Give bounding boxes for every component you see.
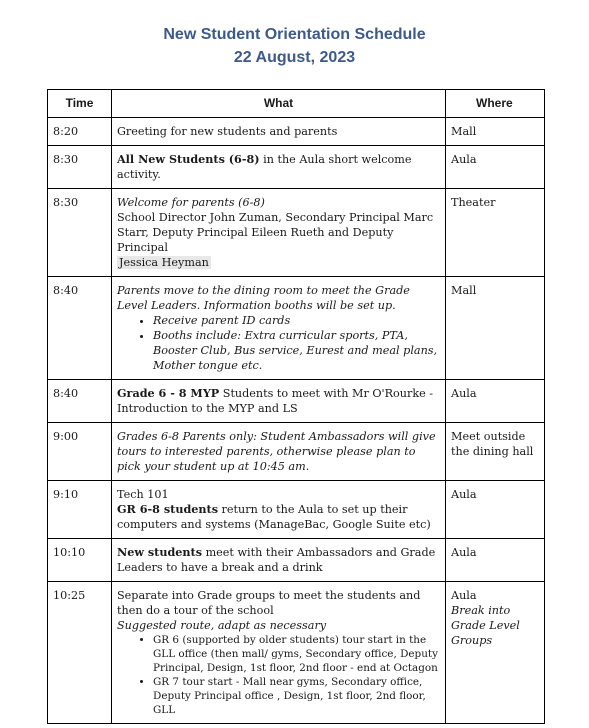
time-cell: 10:25 bbox=[48, 582, 112, 724]
time-cell: 8:30 bbox=[48, 189, 112, 277]
time-cell: 9:00 bbox=[48, 423, 112, 481]
bullet-list bbox=[117, 313, 440, 373]
what-cell bbox=[112, 539, 446, 582]
where-cell: Aula bbox=[446, 481, 545, 539]
where-cell: Theater bbox=[446, 189, 545, 277]
what-italic: Welcome for parents (6-8) bbox=[117, 196, 265, 209]
what-line: Tech 101 bbox=[117, 488, 169, 501]
where-cell bbox=[446, 582, 545, 724]
list-item: • Booths include: Extra curricular sports, PTA, Booster Club, Bus service, Eurest and meal plans, Mother tongue etc. bbox=[153, 328, 440, 373]
list-item: • GR 7 tour start - Mall near gyms, Secondary office, Deputy Principal office , Design, 1st floor, 2nd floor, GLL bbox=[153, 675, 440, 717]
what-bold: Grade 6 - 8 MYP bbox=[117, 386, 220, 400]
table-row bbox=[48, 189, 545, 277]
time-cell: 10:10 bbox=[48, 539, 112, 582]
where-cell: Aula bbox=[446, 146, 545, 189]
what-cell bbox=[112, 146, 446, 189]
what-line: Separate into Grade groups to meet the students and then do a tour of the school bbox=[117, 589, 421, 617]
table-row bbox=[48, 423, 545, 481]
header-where: Where bbox=[446, 90, 545, 118]
what-text: return to the Aula to set up their computers and systems (ManageBac, Google Suite etc) bbox=[117, 503, 431, 531]
what-text: meet with their Ambassadors and Grade Leaders to have a break and a drink bbox=[117, 546, 436, 574]
list-item: • Receive parent ID cards bbox=[153, 313, 440, 328]
where-cell: Meet outside the dining hall bbox=[446, 423, 545, 481]
schedule-table bbox=[47, 89, 545, 724]
where-cell: Aula bbox=[446, 380, 545, 423]
table-row bbox=[48, 118, 545, 146]
what-cell bbox=[112, 582, 446, 724]
what-bold: New students bbox=[117, 545, 203, 559]
where-italic: Break into Grade Level Groups bbox=[451, 604, 520, 647]
time-cell: 8:30 bbox=[48, 146, 112, 189]
header-time: Time bbox=[48, 90, 112, 118]
list-item: • GR 6 (supported by older students) tour start in the GLL office (then mall/ gyms, Secondary office, Deputy Principal, Design, 1st floor, 2nd floor - end at Octagon bbox=[153, 633, 440, 675]
what-cell: Greeting for new students and parents bbox=[112, 118, 446, 146]
schedule-date: 22 August, 2023 bbox=[233, 49, 356, 66]
where-cell: Mall bbox=[446, 277, 545, 380]
table-row bbox=[48, 277, 545, 380]
header-what: What bbox=[112, 90, 446, 118]
highlighted-name: Jessica Heyman bbox=[119, 256, 209, 269]
table-header-row bbox=[48, 90, 545, 118]
what-text: Students to meet with Mr O'Rourke - Introduction to the MYP and LS bbox=[117, 387, 434, 415]
what-bold: GR 6-8 students bbox=[117, 502, 218, 516]
where-cell: Aula bbox=[446, 539, 545, 582]
table-row bbox=[48, 582, 545, 724]
time-cell: 8:40 bbox=[48, 277, 112, 380]
what-text: School Director John Zuman, Secondary Principal Marc Starr, Deputy Principal Eileen Rueth and Deputy Principal bbox=[117, 211, 434, 254]
what-text: in the Aula short welcome activity. bbox=[117, 153, 412, 181]
what-cell bbox=[112, 189, 446, 277]
table-row bbox=[48, 380, 545, 423]
schedule-title: New Student Orientation Schedule bbox=[163, 26, 426, 43]
time-cell: 9:10 bbox=[48, 481, 112, 539]
bullet-list bbox=[117, 633, 440, 717]
what-italic: Suggested route, adapt as necessary bbox=[117, 619, 327, 632]
where-cell: Mall bbox=[446, 118, 545, 146]
table-row bbox=[48, 539, 545, 582]
where-text: Aula bbox=[451, 589, 477, 602]
what-bold: All New Students (6-8) bbox=[117, 152, 260, 166]
time-cell: 8:40 bbox=[48, 380, 112, 423]
what-cell bbox=[112, 277, 446, 380]
what-cell bbox=[112, 380, 446, 423]
time-cell: 8:20 bbox=[48, 118, 112, 146]
what-cell: Grades 6-8 Parents only: Student Ambassadors will give tours to interested parents, otherwise please plan to pick your student up at 10:45 am. bbox=[112, 423, 446, 481]
table-row bbox=[48, 146, 545, 189]
what-italic: Parents move to the dining room to meet the Grade Level Leaders. Information booths will be set up. bbox=[117, 284, 410, 312]
table-row bbox=[48, 481, 545, 539]
what-cell bbox=[112, 481, 446, 539]
